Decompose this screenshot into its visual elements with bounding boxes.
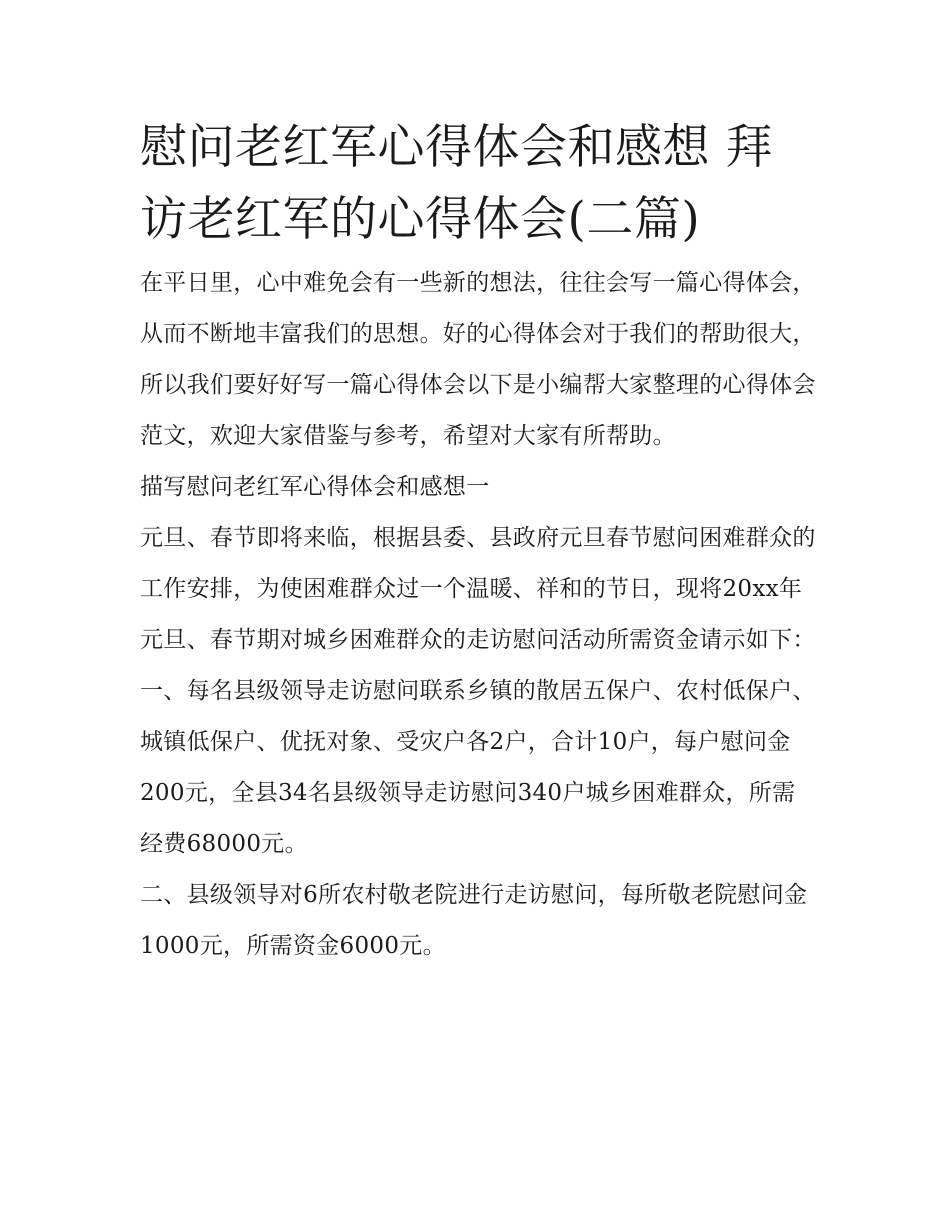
section-heading: 描写慰问老红军心得体会和感想一	[140, 474, 490, 500]
list-item-two: 二、县级领导对6所农村敬老院进行走访慰问，每所敬老院慰问金1000元，所需资金6000元。	[140, 882, 808, 959]
intro-paragraph: 在平日里，心中难免会有一些新的想法，往往会写一篇心得体会，从而不断地丰富我们的思想。好的心得体会对于我们的帮助很大，所以我们要好好写一篇心得体会以下是小编帮大家整理的心得体会范文，欢迎大家借鉴与参考，希望对大家有所帮助。	[140, 270, 816, 449]
document-body	[140, 112, 816, 972]
body-paragraph: 元旦、春节即将来临，根据县委、县政府元旦春节慰问困难群众的工作安排，为使困难群众过一个温暖、祥和的节日，现将20xx年元旦、春节期对城乡困难群众的走访慰问活动所需资金请示如下：	[140, 525, 816, 653]
document-title: 慰问老红军心得体会和感想 拜访老红军的心得体会(二篇)	[140, 120, 773, 247]
list-item-one: 一、每名县级领导走访慰问联系乡镇的散居五保户、农村低保户、城镇低保户、优抚对象、受灾户各2户，合计10户，每户慰问金200元，全县34名县级领导走访慰问340户城乡困难群众，所需经费68000元。	[140, 678, 816, 857]
